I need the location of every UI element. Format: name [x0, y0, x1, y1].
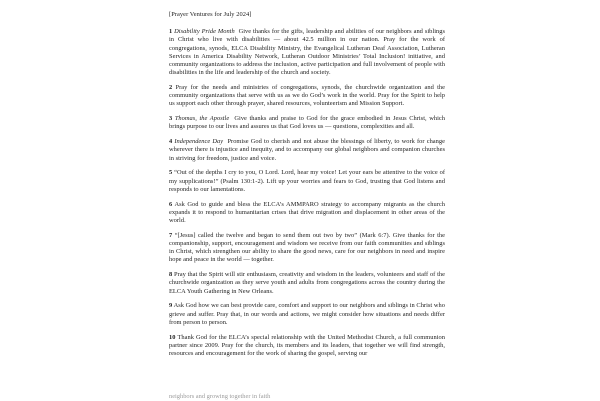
prayer-entry-3 — [169, 115, 445, 131]
entry-number: 1 — [169, 28, 173, 36]
entry-feast-title: Thomas, the Apostle — [174, 115, 230, 123]
entry-number: 10 — [169, 333, 176, 341]
prayer-entry-4 — [169, 138, 445, 163]
entry-body: Ask God to guide and bless the ELCA’s AMMPARO strategy to accompany migrants as the church expands it to respond to humanitarian crises that drive migration and displacement in other areas of the world. — [169, 200, 446, 225]
document-text-column — [169, 11, 445, 358]
document-header: [Prayer Ventures for July 2024] — [169, 11, 252, 18]
entry-number: 4 — [169, 138, 173, 146]
entry-feast-title: Independence Day — [174, 138, 224, 146]
entry-feast-title: Disability Pride Month — [174, 28, 235, 36]
entry-number: 9 — [169, 302, 173, 310]
entry-body: Pray that the Spirit will stir enthusiasm, creativity and wisdom in the leaders, volunteers and staff of the churchwide organization as they serve youth and adults from congregations across the country during the ELCA Youth Gathering in New Orleans. — [169, 271, 446, 295]
entry-body: Give thanks and praise to God for the grace embodied in Jesus Christ, which brings purpose to our lives and assures us that God loves us — questions, complexities and all. — [169, 115, 445, 131]
prayer-entry-7 — [169, 232, 445, 265]
entry-number: 5 — [169, 169, 173, 177]
prayer-entry-9 — [169, 302, 445, 327]
prayer-entry-10 — [169, 334, 445, 359]
prayer-entry-1 — [169, 28, 445, 77]
entry-number: 7 — [169, 231, 173, 239]
entry-body: “[Jesus] called the twelve and began to send them out two by two” (Mark 6:7). Give thanks for the companionship, support, encouragement and wisdom we receive from our faith communities and siblings in Christ, which strengthen our ability to share the good news, care for our neighbors in need and inspire hope and peace in the world — together. — [169, 231, 445, 264]
entry-body: “Out of the depths I cry to you, O Lord. Lord, hear my voice! Let your ears be attentive to the voice of my supplications!” (Psalm 130:1-2). Lift up your worries and fears to God, trusting that God listens and responds to our lamentations. — [169, 169, 445, 193]
prayer-entry-8 — [169, 271, 445, 296]
entry-number: 2 — [169, 84, 173, 92]
prayer-entry-6 — [169, 201, 445, 226]
entry-number: 8 — [169, 271, 173, 279]
entry-number: 3 — [169, 115, 173, 123]
prayer-entry-5 — [169, 169, 445, 194]
page-bottom-cutoff-line: neighbors and growing together in faith — [169, 393, 271, 400]
prayer-entry-2 — [169, 84, 445, 109]
entry-body: Ask God how we can best provide care, comfort and support to our neighbors and siblings in Christ who grieve and suffer. Pray that, in our words and actions, we might consider how situations and needs differ from person to person. — [169, 302, 445, 326]
entry-body: Promise God to cherish and not abuse the blessings of liberty, to work for change wherever there is injustice and inequity, and to accompany our global neighbors and companion churches in striving for freedom, justice and voice. — [169, 138, 445, 162]
entry-number: 6 — [169, 200, 173, 208]
entry-body: Pray for the needs and ministries of congregations, synods, the churchwide organization and the community organizations that serve with us as we do God’s work in the world. Pray for the Spirit to help us support each other through prayer, shared resources, volunteerism and Mission Support. — [169, 84, 445, 108]
entry-body: Give thanks for the gifts, leadership and abilities of our neighbors and siblings in Christ who live with disabilities — about 42.5 million in our nation. Pray for the work of congregations, synods, ELCA Disability Ministry, the Evangelical Lutheran Deaf Association, Lutheran Services in America Disability Network, Lutheran Outdoor Ministries’ Total Inclusion! initiative, and community organizations to address the inclusion, active participation and full involvement of people with disabilities in the life and leadership of the church and society. — [169, 28, 445, 77]
entry-body: Thank God for the ELCA’s special relationship with the United Methodist Church, a full communion partner since 2009. Pray for the church, its members and its leaders, that together we will find strength, resources and encouragement for the work of sharing the gospel, serving our — [169, 333, 445, 358]
